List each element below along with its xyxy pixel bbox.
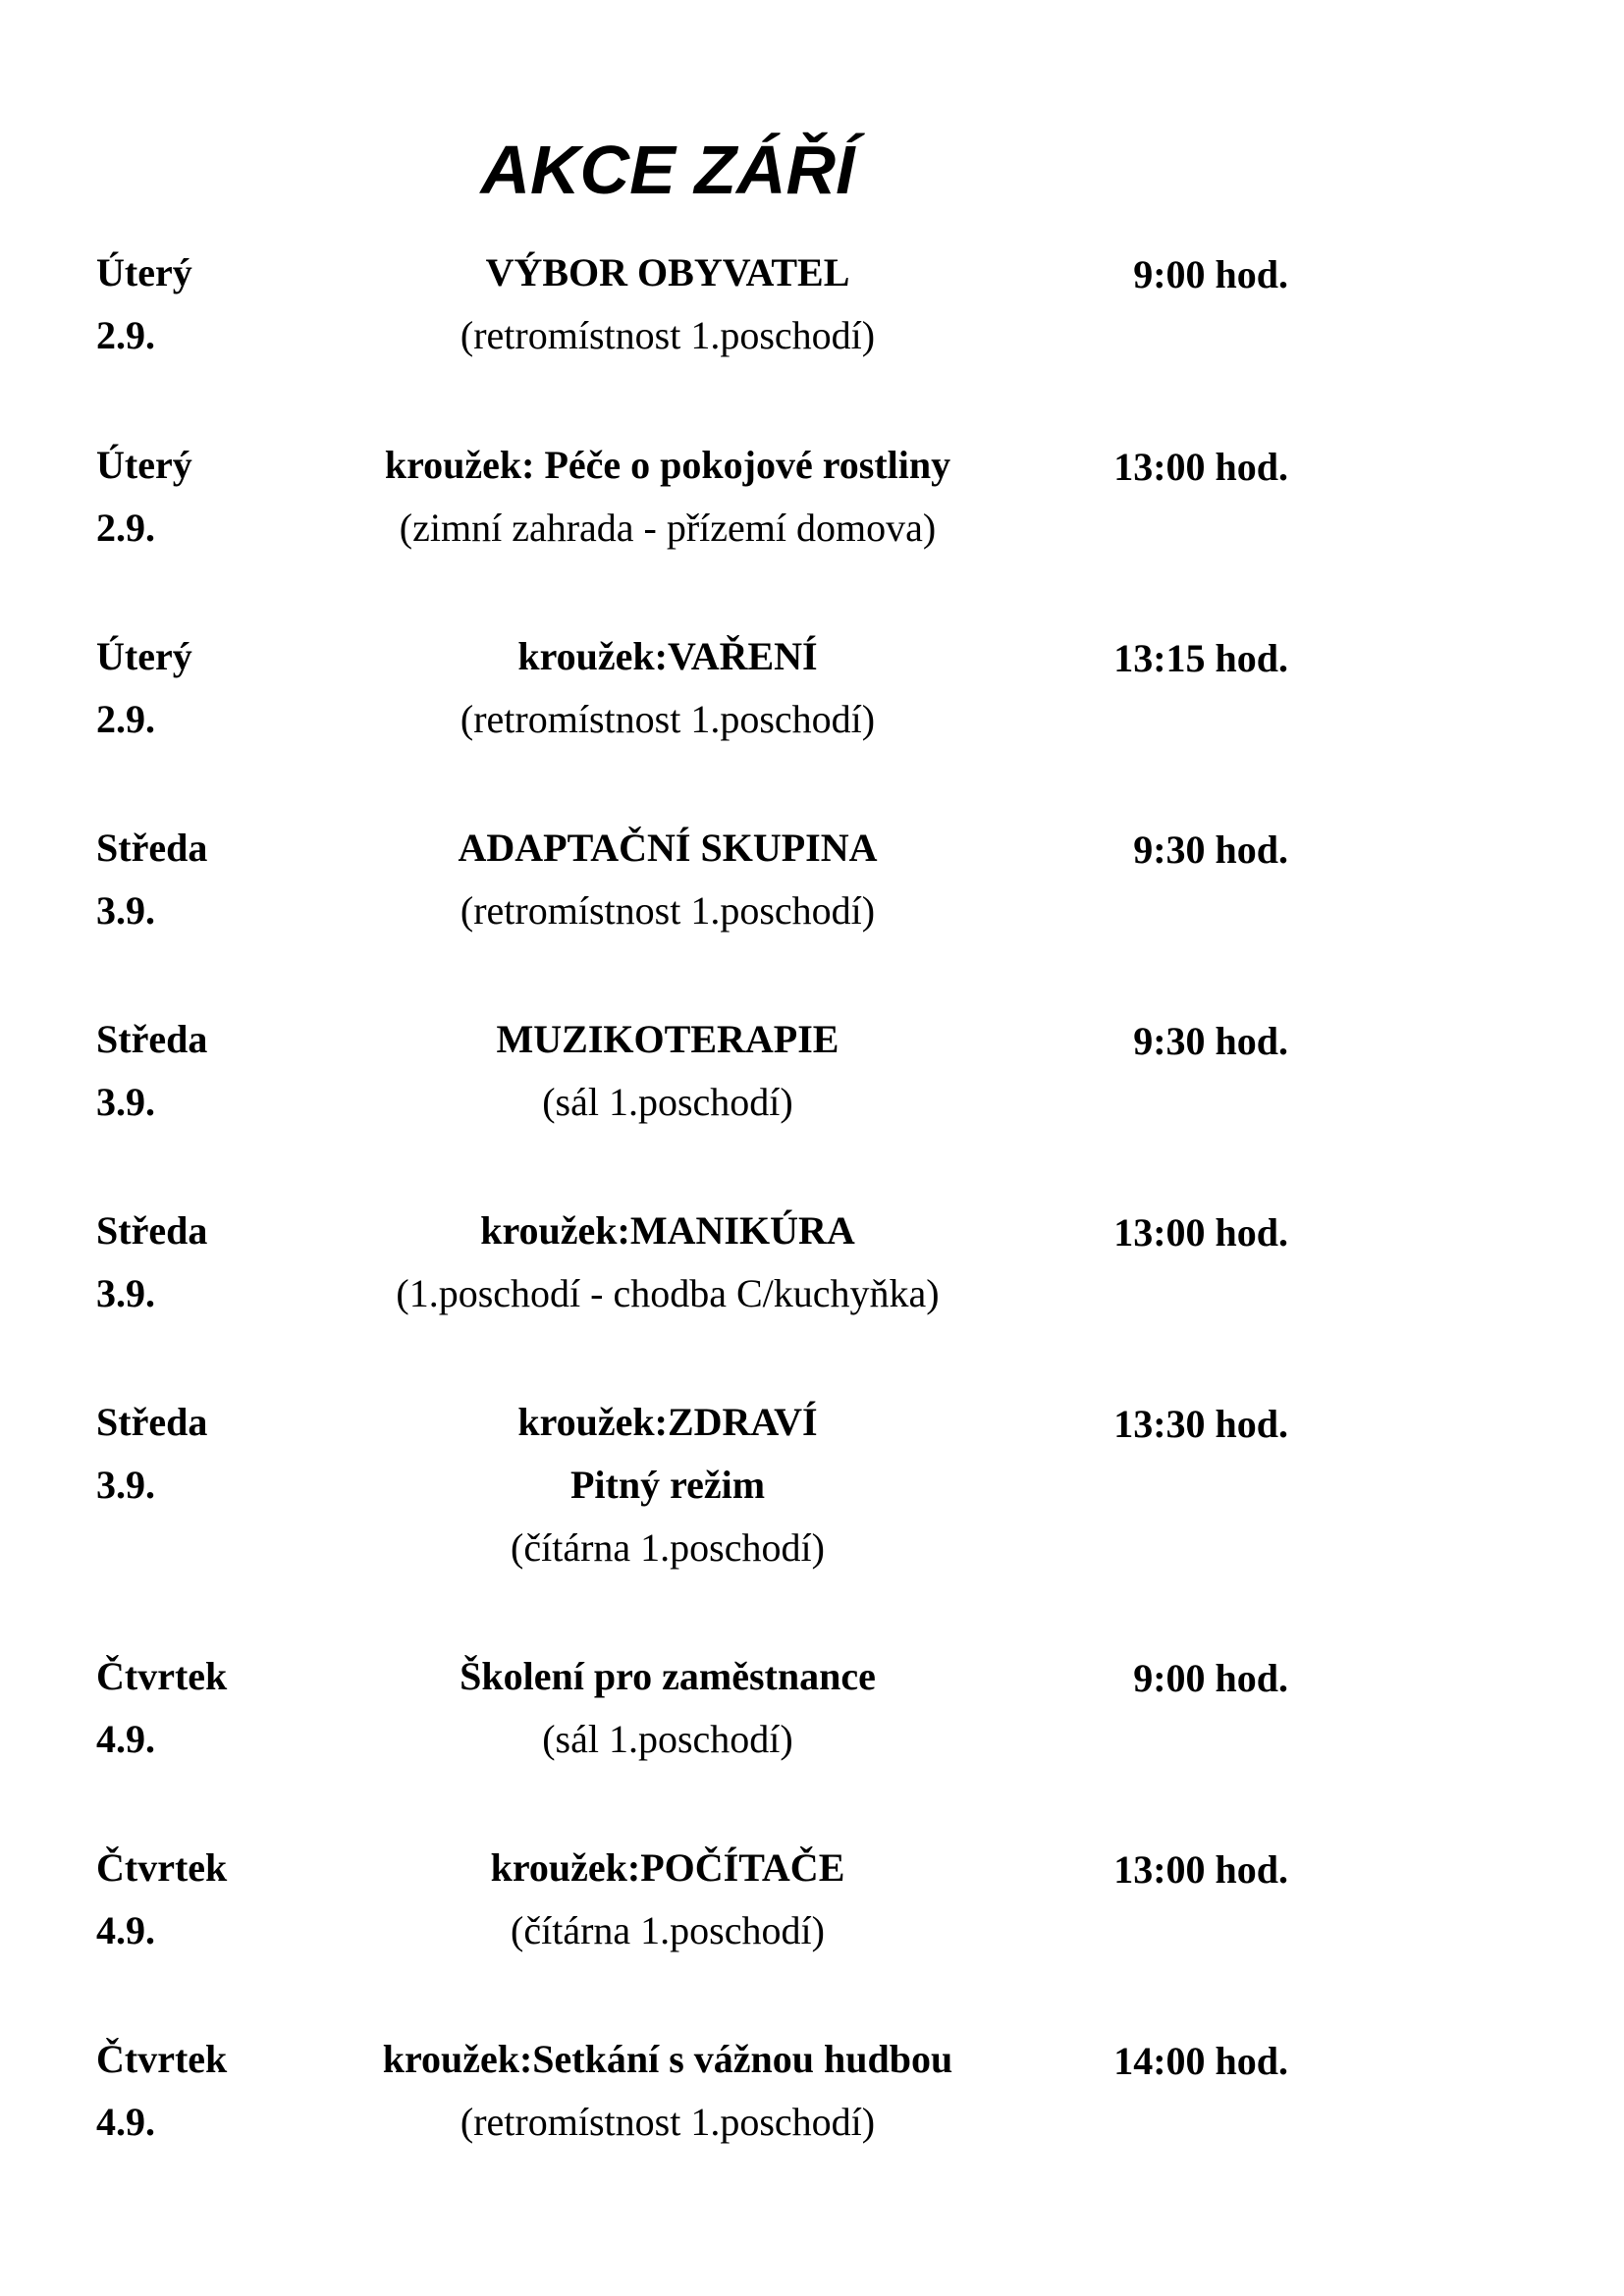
event-title: kroužek:Setkání s vážnou hudbou	[382, 2037, 953, 2081]
event-day: Čtvrtek	[96, 2037, 228, 2081]
event-time: 13:30 hod.	[1113, 1402, 1288, 1446]
event-item	[0, 442, 1624, 560]
event-day: Středa	[96, 826, 208, 870]
event-location: (sál 1.poschodí)	[542, 1080, 793, 1124]
event-title: kroužek:POČÍTAČE	[490, 1845, 845, 1890]
event-title: VÝBOR OBYVATEL	[485, 250, 850, 294]
event-time: 9:00 hod.	[1133, 252, 1288, 296]
event-location: (retromístnost 1.poschodí)	[460, 313, 876, 357]
event-day: Úterý	[96, 443, 192, 487]
event-title: kroužek:VAŘENÍ	[517, 634, 818, 678]
event-location: (sál 1.poschodí)	[542, 1717, 793, 1761]
event-item	[0, 825, 1624, 942]
event-item	[0, 1016, 1624, 1134]
event-day: Čtvrtek	[96, 1654, 228, 1698]
event-location: (čítárna 1.poschodí)	[511, 1908, 825, 1952]
event-date: 3.9.	[96, 1271, 155, 1315]
event-date: 2.9.	[96, 506, 155, 550]
event-date: 4.9.	[96, 1908, 155, 1952]
event-subtitle: Pitný režim	[569, 1463, 766, 1507]
event-item	[0, 633, 1624, 751]
page-title: AKCE ZÁŘÍ	[480, 132, 855, 208]
event-item	[0, 1844, 1624, 1962]
event-date: 3.9.	[96, 888, 155, 933]
event-date: 3.9.	[96, 1463, 155, 1507]
event-day: Čtvrtek	[96, 1845, 228, 1890]
event-time: 14:00 hod.	[1113, 2039, 1288, 2083]
event-time: 9:00 hod.	[1133, 1656, 1288, 1700]
event-location: (1.poschodí - chodba C/kuchyňka)	[396, 1271, 940, 1315]
event-location: (zimní zahrada - přízemí domova)	[399, 506, 937, 550]
event-location: (retromístnost 1.poschodí)	[460, 697, 876, 741]
event-time: 13:00 hod.	[1113, 445, 1288, 489]
event-location: (retromístnost 1.poschodí)	[460, 888, 876, 933]
event-time: 13:00 hod.	[1113, 1847, 1288, 1892]
event-day: Středa	[96, 1017, 208, 1061]
event-location: (čítárna 1.poschodí)	[511, 1525, 825, 1570]
event-date: 2.9.	[96, 313, 155, 357]
event-time: 9:30 hod.	[1133, 1019, 1288, 1063]
event-date: 4.9.	[96, 1717, 155, 1761]
event-item	[0, 2036, 1624, 2154]
event-time: 13:15 hod.	[1113, 636, 1288, 680]
event-day: Úterý	[96, 634, 192, 678]
event-day: Středa	[96, 1208, 208, 1253]
event-day: Středa	[96, 1400, 208, 1444]
event-date: 2.9.	[96, 697, 155, 741]
event-item	[0, 1653, 1624, 1771]
event-title: kroužek:ZDRAVÍ	[517, 1400, 818, 1444]
event-date: 4.9.	[96, 2100, 155, 2144]
event-date: 3.9.	[96, 1080, 155, 1124]
event-location: (retromístnost 1.poschodí)	[460, 2100, 876, 2144]
event-time: 13:00 hod.	[1113, 1210, 1288, 1255]
event-title: Školení pro zaměstnance	[460, 1654, 876, 1698]
event-title: ADAPTAČNÍ SKUPINA	[458, 826, 878, 870]
event-time: 9:30 hod.	[1133, 828, 1288, 872]
event-title: kroužek: Péče o pokojové rostliny	[384, 443, 951, 487]
event-title: MUZIKOTERAPIE	[496, 1017, 839, 1061]
event-item	[0, 1207, 1624, 1325]
event-title: kroužek:MANIKÚRA	[480, 1208, 855, 1253]
event-day: Úterý	[96, 250, 192, 294]
event-item	[0, 249, 1624, 367]
event-item	[0, 1399, 1624, 1575]
